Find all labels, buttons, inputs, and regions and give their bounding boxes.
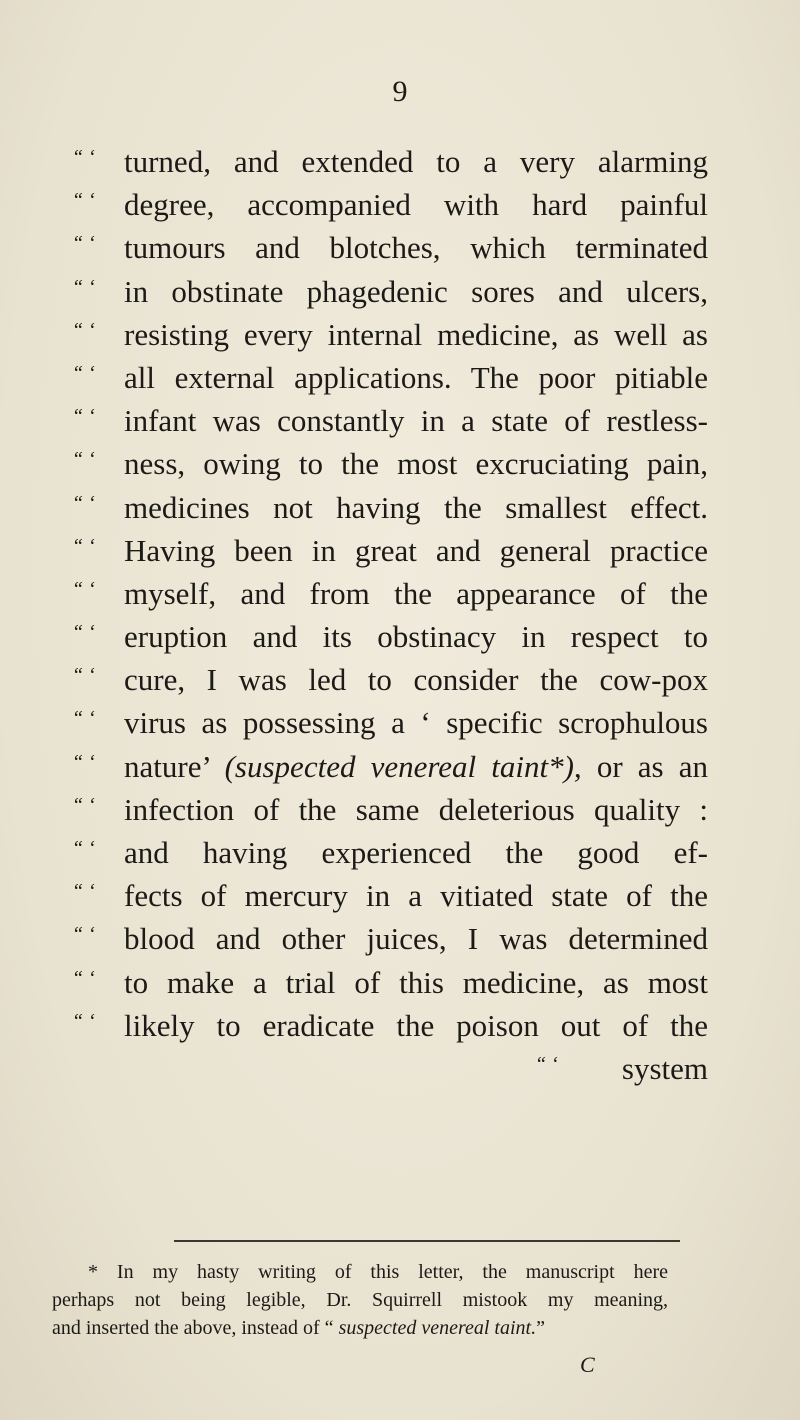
quote-marks: “ ‘: [72, 534, 95, 557]
footnote-text: and inserted the above, instead of “: [52, 1317, 339, 1339]
quote-marks: “ ‘: [72, 793, 95, 816]
line-text: myself, and from the appearance of the: [124, 575, 708, 611]
signature-mark: C: [580, 1352, 595, 1377]
line-text: eruption and its obstinacy in respect to: [124, 619, 708, 655]
line-text: ness, owing to the most excruciating pain,: [124, 446, 708, 482]
quote-marks: “ ‘: [72, 448, 95, 471]
line-text: and having experienced the good ef-: [124, 835, 708, 870]
footnote-close-quote: ”: [536, 1317, 545, 1339]
footnote-reference-italic: (suspected venereal taint*),: [224, 748, 582, 784]
footnote: [52, 1258, 668, 1342]
line-text: all external applications. The poor pitiable: [124, 359, 708, 395]
line-text: resisting every internal medicine, as well as: [124, 316, 708, 352]
quote-marks: “ ‘: [72, 707, 95, 730]
quote-marks: “ ‘: [72, 405, 95, 428]
line-text: tumours and blotches, which terminated: [124, 230, 708, 266]
line-text: infant was constantly in a state of restless-: [124, 403, 708, 439]
line-text: to make a trial of this medicine, as most: [124, 964, 708, 1000]
line-text: blood and other juices, I was determined: [124, 921, 708, 957]
quote-marks: “ ‘: [72, 837, 95, 859]
line-text: turned, and extended to a very alarming: [124, 144, 708, 179]
quote-marks: “ ‘: [72, 577, 95, 600]
quote-marks: “ ‘: [72, 491, 95, 514]
quote-marks: “ ‘: [72, 318, 95, 341]
text-line: [72, 658, 708, 701]
quote-marks: “ ‘: [72, 275, 95, 298]
text-line: [72, 399, 708, 442]
quote-marks: “ ‘: [72, 146, 95, 168]
text-line: [72, 701, 708, 744]
text-line: [72, 356, 708, 399]
footnote-line: [52, 1314, 668, 1342]
line-text: fects of mercury in a vitiated state of the: [124, 878, 708, 914]
quote-marks: “ ‘: [72, 621, 95, 644]
quote-marks: “ ‘: [72, 880, 95, 903]
footnote-divider: [174, 1240, 680, 1242]
line-text: degree, accompanied with hard painful: [124, 187, 708, 223]
text-line: [72, 442, 708, 485]
body-text: [72, 140, 708, 1090]
footnote-line: perhaps not being legible, Dr. Squirrell mistook my meaning,: [52, 1289, 668, 1311]
line-text: cure, I was led to consider the cow-pox: [124, 662, 708, 698]
text-line: [72, 486, 708, 529]
quote-marks: “ ‘: [72, 361, 95, 384]
quote-marks: “ ‘: [72, 232, 95, 255]
quote-marks: “ ‘: [72, 966, 95, 989]
quote-marks: “ ‘: [72, 1009, 95, 1032]
text-line: [72, 1004, 708, 1047]
line-text: in obstinate phagedenic sores and ulcers,: [124, 273, 708, 309]
quote-marks: “ ‘: [72, 750, 95, 773]
line-text-roman-end: or as an: [581, 748, 708, 784]
line-text: virus as possessing a ‘ specific scrophulous: [124, 705, 708, 741]
page-number: 9: [392, 75, 408, 108]
text-line: [72, 615, 708, 658]
text-line: [72, 270, 708, 313]
line-text: Having been in great and general practice: [124, 532, 708, 568]
footnote-italic-quote: suspected venereal taint.: [338, 1317, 537, 1339]
text-line: [72, 140, 708, 183]
catchword-line: [72, 1047, 708, 1090]
line-text: medicines not having the smallest effect.: [124, 489, 708, 525]
quote-marks: “ ‘: [72, 189, 95, 212]
text-line: [72, 529, 708, 572]
footnote-line: * In my hasty writing of this letter, the manuscript here: [88, 1261, 668, 1283]
line-text: likely to eradicate the poison out of the: [124, 1007, 708, 1043]
quote-marks: “ ‘: [72, 923, 95, 946]
quote-marks: “ ‘: [535, 1052, 558, 1075]
catchword: system: [621, 1050, 708, 1086]
text-line: [72, 745, 708, 788]
text-line: [72, 831, 708, 874]
text-line: [72, 226, 708, 269]
text-line: [72, 788, 708, 831]
line-text: infection of the same deleterious quality :: [124, 791, 708, 827]
line-text-roman: nature’: [124, 748, 225, 784]
line-text: [124, 745, 708, 788]
text-line: [72, 961, 708, 1004]
text-line: [72, 917, 708, 960]
text-line: [72, 183, 708, 226]
text-line: [72, 874, 708, 917]
quote-marks: “ ‘: [72, 664, 95, 687]
text-line: [72, 313, 708, 356]
text-line: [72, 572, 708, 615]
